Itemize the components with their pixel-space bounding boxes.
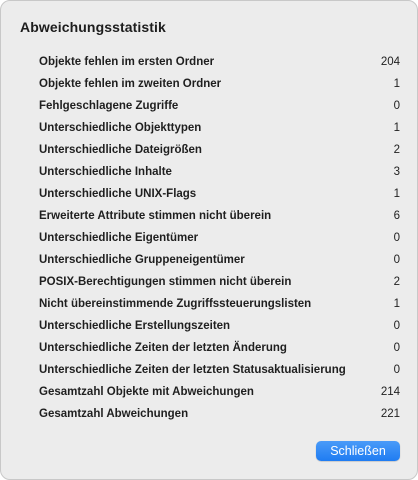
stat-value: 0 [393, 364, 400, 376]
stat-row [39, 117, 400, 139]
stat-label: Unterschiedliche Zeiten der letzten Statusaktualisierung [39, 364, 346, 376]
stat-row [39, 161, 400, 183]
stat-row [39, 337, 400, 359]
stat-label: Unterschiedliche Eigentümer [39, 232, 199, 244]
stat-label: Nicht übereinstimmende Zugriffssteuerungslisten [39, 298, 312, 310]
stat-label: Fehlgeschlagene Zugriffe [39, 100, 179, 112]
stat-label: Unterschiedliche Gruppeneigentümer [39, 254, 245, 266]
stat-row [39, 73, 400, 95]
stat-row [39, 183, 400, 205]
stat-value: 2 [393, 144, 400, 156]
stat-value: 204 [380, 56, 400, 68]
stat-label: Unterschiedliche UNIX-Flags [39, 188, 197, 200]
stat-row [39, 51, 400, 73]
stat-label: Unterschiedliche Objekttypen [39, 122, 202, 134]
stat-row [39, 95, 400, 117]
stat-value: 0 [393, 342, 400, 354]
stat-label: Objekte fehlen im zweiten Ordner [39, 78, 222, 90]
dialog-title: Abweichungsstatistik [20, 19, 166, 35]
close-button[interactable]: Schließen [316, 441, 400, 461]
stat-value: 0 [393, 100, 400, 112]
stat-value: 3 [393, 166, 400, 178]
stat-row-total-objects [39, 381, 400, 403]
stat-row [39, 271, 400, 293]
stat-row-total-differences [39, 403, 400, 425]
stat-row [39, 205, 400, 227]
stat-label: Objekte fehlen im ersten Ordner [39, 56, 215, 68]
stat-row [39, 227, 400, 249]
stat-row [39, 249, 400, 271]
stat-value: 0 [393, 232, 400, 244]
stat-value: 214 [380, 386, 400, 398]
statistics-list [39, 51, 400, 425]
stat-value: 2 [393, 276, 400, 288]
stat-label: Unterschiedliche Inhalte [39, 166, 172, 178]
stat-label: Gesamtzahl Abweichungen [39, 408, 189, 420]
stat-value: 1 [393, 188, 400, 200]
stat-label: Unterschiedliche Erstellungszeiten [39, 320, 231, 332]
stat-label: Erweiterte Attribute stimmen nicht überein [39, 210, 272, 222]
stat-value: 1 [393, 78, 400, 90]
stat-row [39, 293, 400, 315]
stat-value: 1 [393, 298, 400, 310]
stat-row [39, 139, 400, 161]
stat-label: Unterschiedliche Zeiten der letzten Änderung [39, 342, 287, 354]
stat-row [39, 315, 400, 337]
stat-value: 6 [393, 210, 400, 222]
stat-value: 221 [380, 408, 400, 420]
stat-label: Unterschiedliche Dateigrößen [39, 144, 202, 156]
stat-row [39, 359, 400, 381]
stat-label: POSIX-Berechtigungen stimmen nicht überein [39, 276, 292, 288]
stat-value: 0 [393, 254, 400, 266]
stat-label: Gesamtzahl Objekte mit Abweichungen [39, 386, 254, 398]
stat-value: 0 [393, 320, 400, 332]
stat-value: 1 [393, 122, 400, 134]
